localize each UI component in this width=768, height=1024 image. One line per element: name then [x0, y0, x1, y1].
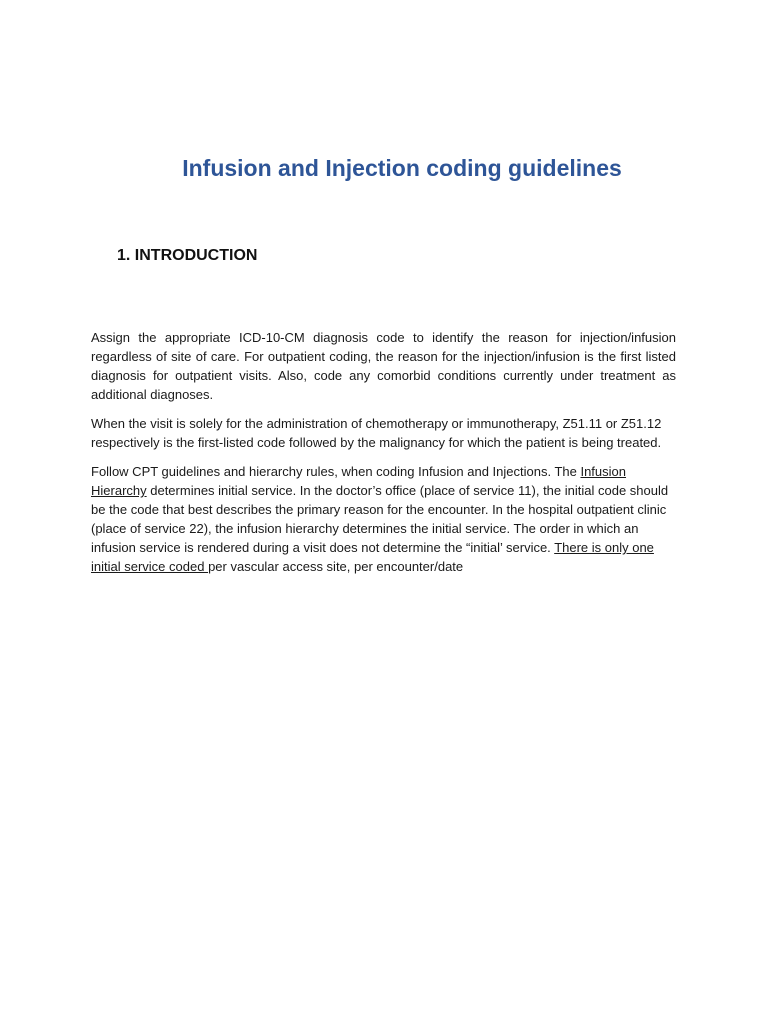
paragraph-diagnosis-code: Assign the appropriate ICD-10-CM diagnosis code to identify the reason for injection/infusion regardless of site of care. For outpatient coding, the reason for the injection/infusion is the first listed diagnosis for outpatient visits. Also, code any comorbid conditions currently under treatment as additional diagnoses. [91, 330, 676, 402]
initial-service-underlined: There is only one initial service coded [91, 540, 654, 574]
paragraph-cpt-guidelines [91, 462, 676, 576]
paragraph-chemotherapy: When the visit is solely for the administration of chemotherapy or immunotherapy, Z51.11 or Z51.12 respectively is the first-listed code followed by the malignancy for which the patient is being treated. [91, 416, 662, 450]
paragraph-cpt-text-2: determines initial service. In the doctor’s office (place of service 11), the initial code should be the code that best describes the primary reason for the encounter. In the hospital outpatient clinic (place of service 22), the infusion hierarchy determines the initial service. The order in which an infusion service is rendered during a visit does not determine the “initial’ service. [91, 483, 669, 555]
infusion-hierarchy-underlined: Infusion Hierarchy [91, 464, 627, 498]
paragraph-cpt-text-1: Follow CPT guidelines and hierarchy rules, when coding Infusion and Injections. The [91, 464, 581, 479]
document-title: Infusion and Injection coding guidelines [182, 155, 622, 181]
introduction-body [91, 328, 676, 586]
paragraph-cpt-text-3: per vascular access site, per encounter/date [208, 559, 464, 574]
section-heading-introduction: 1. INTRODUCTION [117, 247, 258, 264]
